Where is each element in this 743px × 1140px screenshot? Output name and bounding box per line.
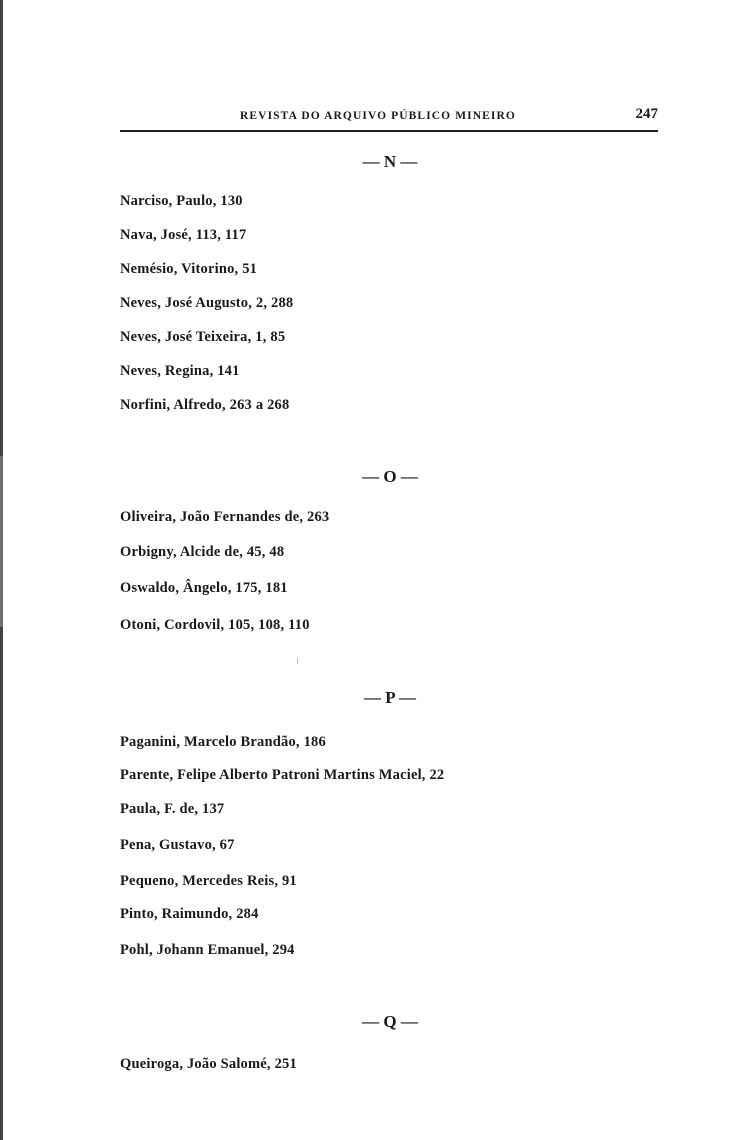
section-heading-q: — Q — <box>362 1012 418 1031</box>
index-entry: Pena, Gustavo, 67 <box>120 837 235 853</box>
index-entry: Pequeno, Mercedes Reis, 91 <box>120 873 297 889</box>
page-header <box>120 106 658 132</box>
index-entry: Oswaldo, Ângelo, 175, 181 <box>120 580 288 596</box>
index-entry: Neves, Regina, 141 <box>120 363 240 379</box>
journal-title: REVISTA DO ARQUIVO PÚBLICO MINEIRO <box>240 110 516 122</box>
section-heading-p: — P — <box>364 688 416 707</box>
index-entry: Paganini, Marcelo Brandão, 186 <box>120 734 326 750</box>
index-entry: Parente, Felipe Alberto Patroni Martins Maciel, 22 <box>120 767 445 783</box>
paper-speck <box>297 658 298 664</box>
index-entry: Narciso, Paulo, 130 <box>120 193 243 209</box>
index-entry: Nava, José, 113, 117 <box>120 227 247 243</box>
index-entry: Queiroga, João Salomé, 251 <box>120 1056 297 1072</box>
index-entry: Pinto, Raimundo, 284 <box>120 906 259 922</box>
index-entry: Nemésio, Vitorino, 51 <box>120 261 258 277</box>
index-entry: Neves, José Augusto, 2, 288 <box>120 295 294 311</box>
index-entry: Norfini, Alfredo, 263 a 268 <box>120 397 290 413</box>
index-entry: Otoni, Cordovil, 105, 108, 110 <box>120 617 310 633</box>
page-binding-edge <box>0 0 3 1140</box>
page-number: 247 <box>635 106 658 122</box>
index-entry: Pohl, Johann Emanuel, 294 <box>120 942 295 958</box>
section-heading-o: — O — <box>362 467 418 486</box>
section-heading-n: — N — <box>362 152 418 171</box>
index-entry: Orbigny, Alcide de, 45, 48 <box>120 544 285 560</box>
index-entry: Neves, José Teixeira, 1, 85 <box>120 329 286 345</box>
index-entry: Paula, F. de, 137 <box>120 801 225 817</box>
index-entry: Oliveira, João Fernandes de, 263 <box>120 509 330 525</box>
